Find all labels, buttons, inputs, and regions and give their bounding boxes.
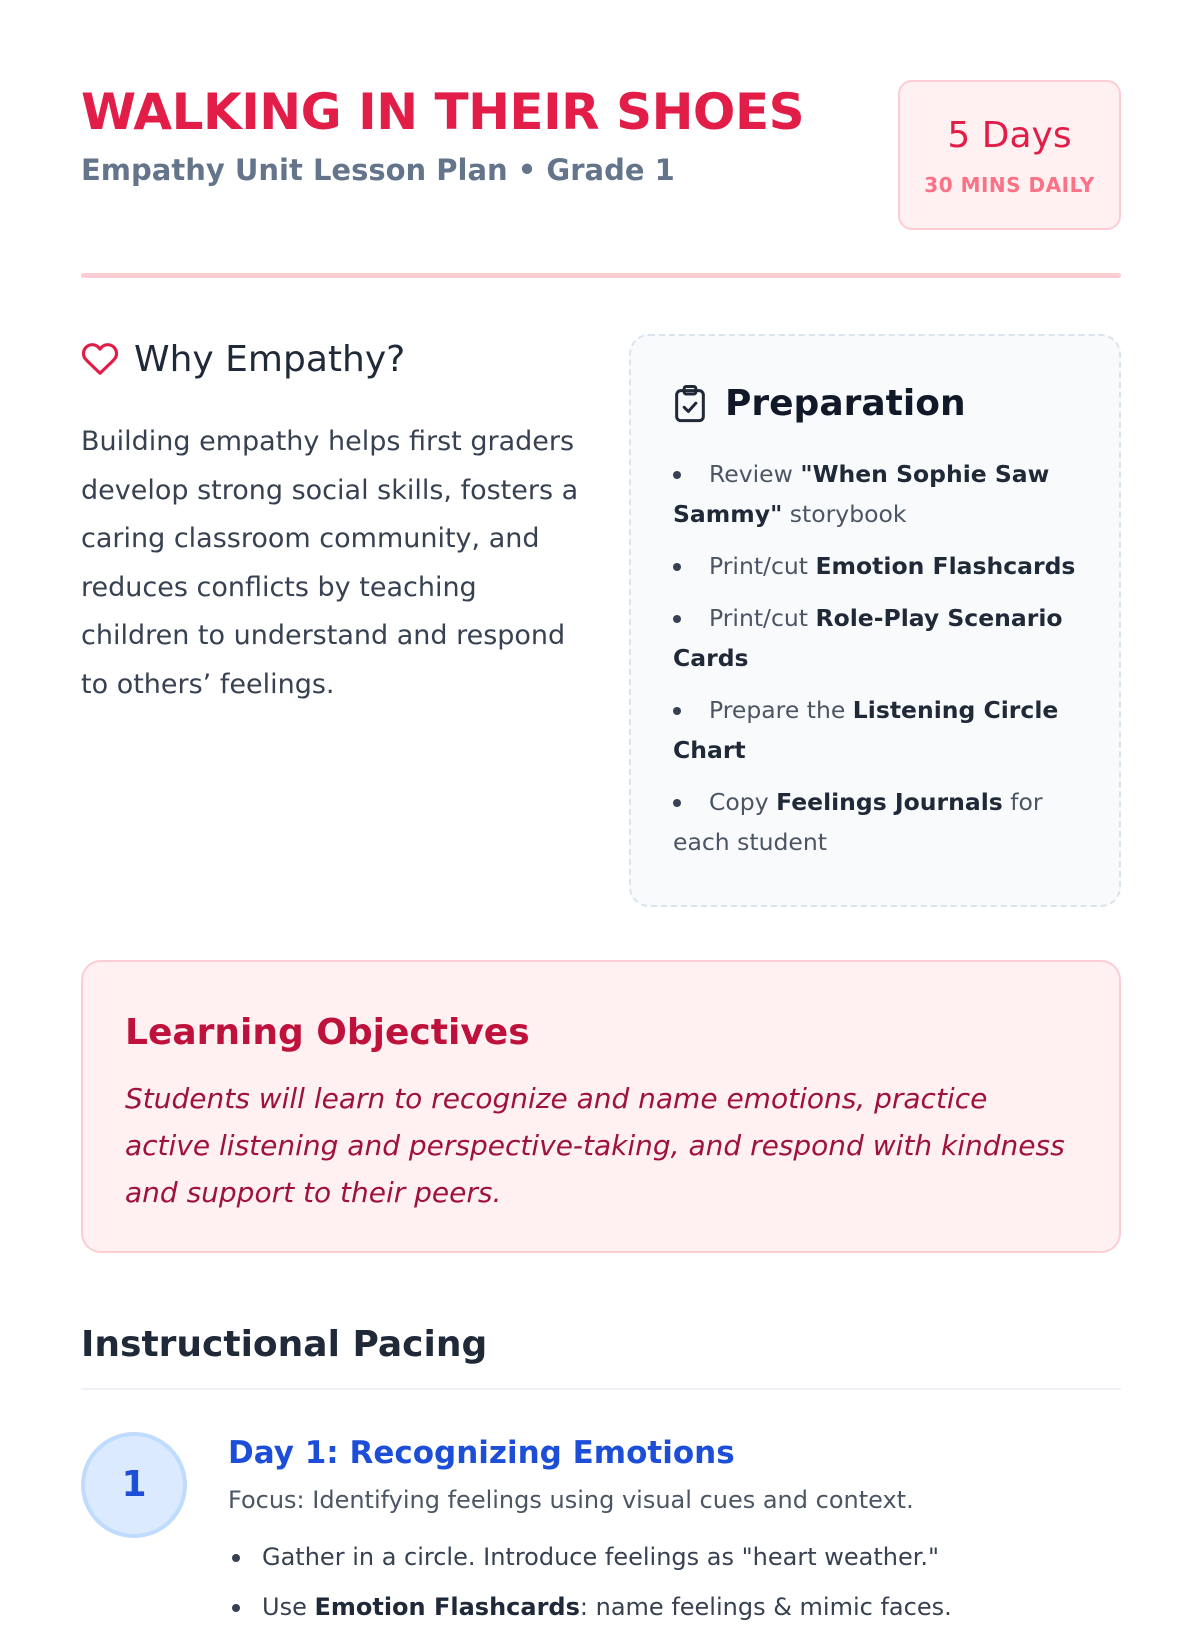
item-bold: Listening Circle Chart bbox=[673, 696, 1059, 764]
item-text: Use bbox=[262, 1593, 315, 1621]
page-title: WALKING IN THEIR SHOES bbox=[81, 83, 805, 141]
list-item bbox=[673, 546, 1093, 586]
item-bold: Role-Play Scenario Cards bbox=[673, 604, 1063, 672]
item-bold: "When Sophie Saw Sammy" bbox=[673, 460, 1050, 528]
day-focus: Focus: Identifying feelings using visual cues and context. bbox=[228, 1486, 914, 1514]
duration-badge bbox=[898, 80, 1121, 230]
list-item bbox=[673, 598, 1093, 678]
header bbox=[81, 80, 1121, 235]
preparation-list bbox=[673, 454, 1093, 874]
list-item bbox=[673, 690, 1093, 770]
clipboard-check-icon bbox=[673, 384, 707, 424]
duration-days: 5 Days bbox=[947, 115, 1072, 156]
item-text: storybook bbox=[782, 500, 907, 528]
item-text: Gather in a circle. Introduce feelings as "heart weather." bbox=[262, 1543, 940, 1571]
item-text: : name feelings & mimic faces. bbox=[579, 1593, 952, 1621]
item-text: Print/cut bbox=[709, 604, 816, 632]
page-subtitle: Empathy Unit Lesson Plan • Grade 1 bbox=[81, 153, 675, 187]
preparation-panel bbox=[629, 334, 1121, 907]
day-number-badge: 1 bbox=[81, 1432, 187, 1538]
item-text: Review bbox=[709, 460, 801, 488]
why-empathy-title: Why Empathy? bbox=[134, 339, 406, 380]
preparation-title: Preparation bbox=[725, 383, 966, 424]
why-empathy-text: Building empathy helps first graders develop strong social skills, fosters a caring classroom community, and reduces conflicts by teaching children to understand and respond to others’ feelings. bbox=[81, 426, 579, 700]
learning-objectives-title: Learning Objectives bbox=[125, 1012, 530, 1053]
item-bold: Emotion Flashcards bbox=[314, 1593, 580, 1621]
learning-objectives-text: Students will learn to recognize and name emotions, practice active listening and perspective-taking, and respond with kindness and support to their peers. bbox=[125, 1082, 1065, 1209]
list-item bbox=[228, 1582, 1108, 1632]
day-title: Day 1: Recognizing Emotions bbox=[228, 1435, 735, 1471]
duration-daily: 30 MINS DAILY bbox=[924, 173, 1095, 197]
instructional-pacing-title: Instructional Pacing bbox=[81, 1324, 488, 1365]
why-empathy-section bbox=[81, 336, 581, 700]
heart-icon bbox=[81, 340, 119, 378]
learning-objectives-panel bbox=[81, 960, 1121, 1253]
item-text: Copy bbox=[709, 788, 777, 816]
item-bold: Feelings Journals bbox=[776, 788, 1003, 816]
preparation-header bbox=[673, 380, 1093, 428]
header-divider bbox=[81, 273, 1121, 278]
item-bold: Emotion Flashcards bbox=[815, 552, 1076, 580]
item-text: Print/cut bbox=[709, 552, 816, 580]
list-item bbox=[673, 454, 1093, 534]
pacing-divider bbox=[81, 1388, 1121, 1390]
list-item bbox=[228, 1532, 1108, 1582]
why-empathy-header bbox=[81, 336, 581, 386]
item-text: for each student bbox=[673, 788, 1043, 856]
list-item bbox=[673, 782, 1093, 862]
item-text: Prepare the bbox=[709, 696, 853, 724]
day-activity-list bbox=[228, 1532, 1108, 1632]
